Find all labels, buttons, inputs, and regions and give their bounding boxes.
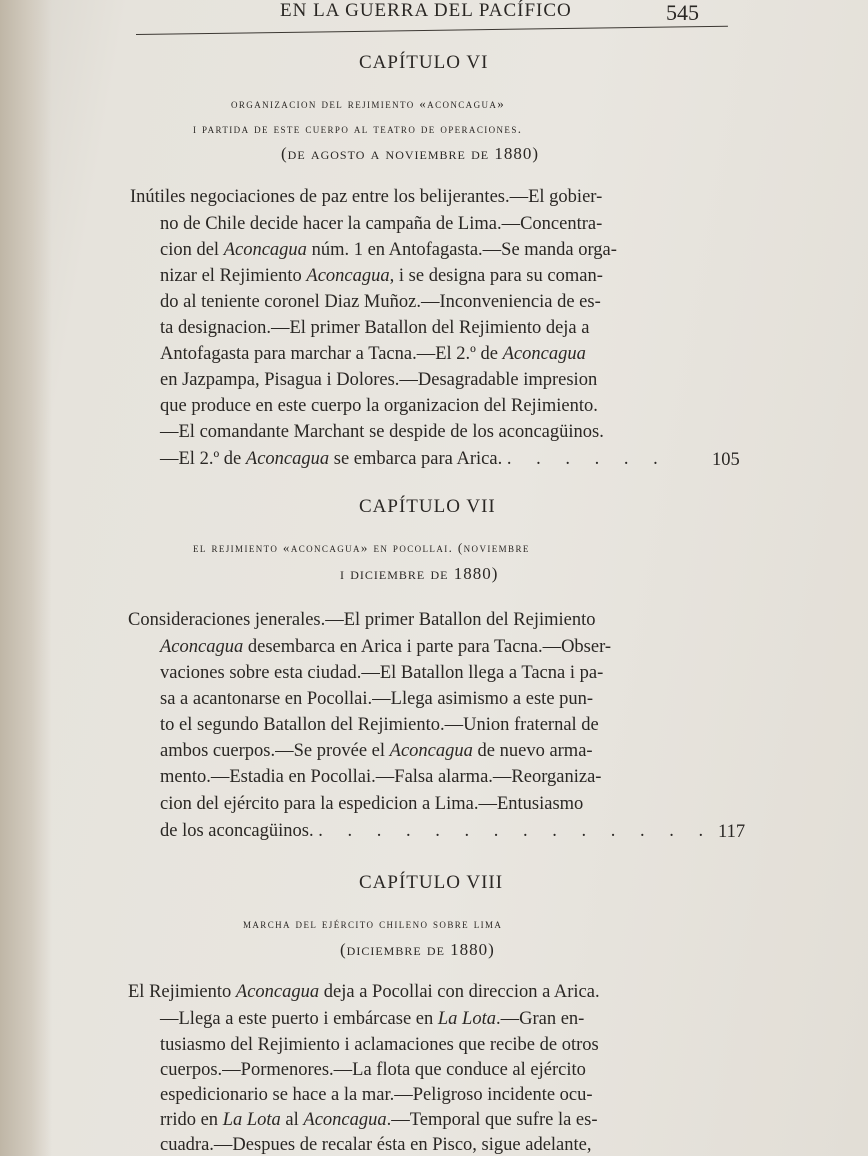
chapter-vii-summary-line: sa a acantonarse en Pocollai.—Llega asimismo a este pun-	[160, 689, 594, 709]
chapter-vii-summary-line: Aconcagua desembarca en Arica i parte para Tacna.—Obser-	[160, 637, 612, 657]
running-head: EN LA GUERRA DEL PACÍFICO	[280, 0, 572, 21]
chapter-vi-summary-line: Antofagasta para marchar a Tacna.—El 2.º de Aconcagua	[160, 344, 586, 364]
chapter-viii-subtitle-2: (diciembre de 1880)	[340, 940, 495, 959]
chapter-vii-summary-line: vaciones sobre esta ciudad.—El Batallon llega a Tacna i pa-	[160, 663, 604, 683]
chapter-vi-summary-line: cion del Aconcagua núm. 1 en Antofagasta.—Se manda orga-	[160, 240, 617, 260]
chapter-vii-summary-line: de los aconcagüinos. . . . . . . . . . . . . . .	[160, 821, 714, 841]
chapter-vii-page-ref: 117	[718, 822, 746, 842]
chapter-vii-subtitle-1: el rejimiento «aconcagua» en pocollai. (noviembre	[193, 540, 530, 555]
chapter-viii-summary-line: tusiasmo del Rejimiento i aclamaciones que recibe de otros	[160, 1035, 599, 1055]
chapter-vii-summary-line: to el segundo Batallon del Rejimiento.—Union fraternal de	[160, 715, 599, 735]
chapter-vi-summary-line: en Jazpampa, Pisagua i Dolores.—Desagradable impresion	[160, 370, 598, 390]
chapter-viii-subtitle-1: marcha del ejército chileno sobre lima	[243, 916, 503, 931]
chapter-vi-summary-line: no de Chile decide hacer la campaña de Lima.—Concentra-	[160, 214, 603, 234]
chapter-vi-summary-line: —El comandante Marchant se despide de los aconcagüinos.	[160, 422, 604, 442]
header-rule	[136, 26, 728, 35]
chapter-viii-summary-line: —Llega a este puerto i embárcase en La Lota.—Gran en-	[160, 1009, 585, 1029]
chapter-vi-summary-line: do al teniente coronel Diaz Muñoz.—Inconveniencia de es-	[160, 292, 601, 312]
page-number: 545	[666, 0, 699, 25]
chapter-viii-summary-line: cuerpos.—Pormenores.—La flota que conduce al ejército	[160, 1060, 586, 1080]
chapter-heading-vi: CAPÍTULO VI	[359, 52, 489, 73]
chapter-vi-summary-line: ta designacion.—El primer Batallon del Rejimiento deja a	[160, 318, 590, 338]
chapter-vii-summary-line: mento.—Estadia en Pocollai.—Falsa alarma.—Reorganiza-	[160, 767, 602, 787]
chapter-viii-summary-line: espedicionario se hace a la mar.—Peligroso incidente ocu-	[160, 1085, 593, 1105]
chapter-vi-summary-line: —El 2.º de Aconcagua se embarca para Arica. . . . . . .	[160, 449, 668, 469]
chapter-heading-vii: CAPÍTULO VII	[359, 496, 496, 517]
chapter-heading-viii: CAPÍTULO VIII	[359, 872, 504, 893]
chapter-vi-subtitle-2: i partida de este cuerpo al teatro de operaciones.	[193, 121, 523, 136]
chapter-vi-subtitle-3: (de agosto a noviembre de 1880)	[281, 144, 540, 163]
chapter-viii-summary-line: cuadra.—Despues de recalar ésta en Pisco, sigue adelante,	[160, 1135, 592, 1155]
chapter-viii-summary-line: rrido en La Lota al Aconcagua.—Temporal que sufre la es-	[160, 1110, 598, 1130]
chapter-vii-summary-line: Consideraciones jenerales.—El primer Batallon del Rejimiento	[128, 610, 596, 630]
chapter-vii-subtitle-2: i diciembre de 1880)	[340, 564, 499, 583]
book-spine-shadow	[0, 0, 52, 1156]
chapter-vi-summary-line: que produce en este cuerpo la organizacion del Rejimiento.	[160, 396, 598, 416]
chapter-vii-summary-line: ambos cuerpos.—Se provée el Aconcagua de nuevo arma-	[160, 741, 593, 761]
chapter-vii-summary-line: cion del ejército para la espedicion a Lima.—Entusiasmo	[160, 794, 584, 814]
chapter-vi-subtitle-1: organizacion del rejimiento «aconcagua»	[231, 96, 506, 111]
chapter-vi-page-ref: 105	[712, 450, 740, 470]
chapter-vi-summary-line: Inútiles negociaciones de paz entre los belijerantes.—El gobier-	[130, 187, 603, 207]
chapter-viii-summary-line: El Rejimiento Aconcagua deja a Pocollai con direccion a Arica.	[128, 982, 600, 1002]
chapter-vi-summary-line: nizar el Rejimiento Aconcagua, i se designa para su coman-	[160, 266, 603, 286]
